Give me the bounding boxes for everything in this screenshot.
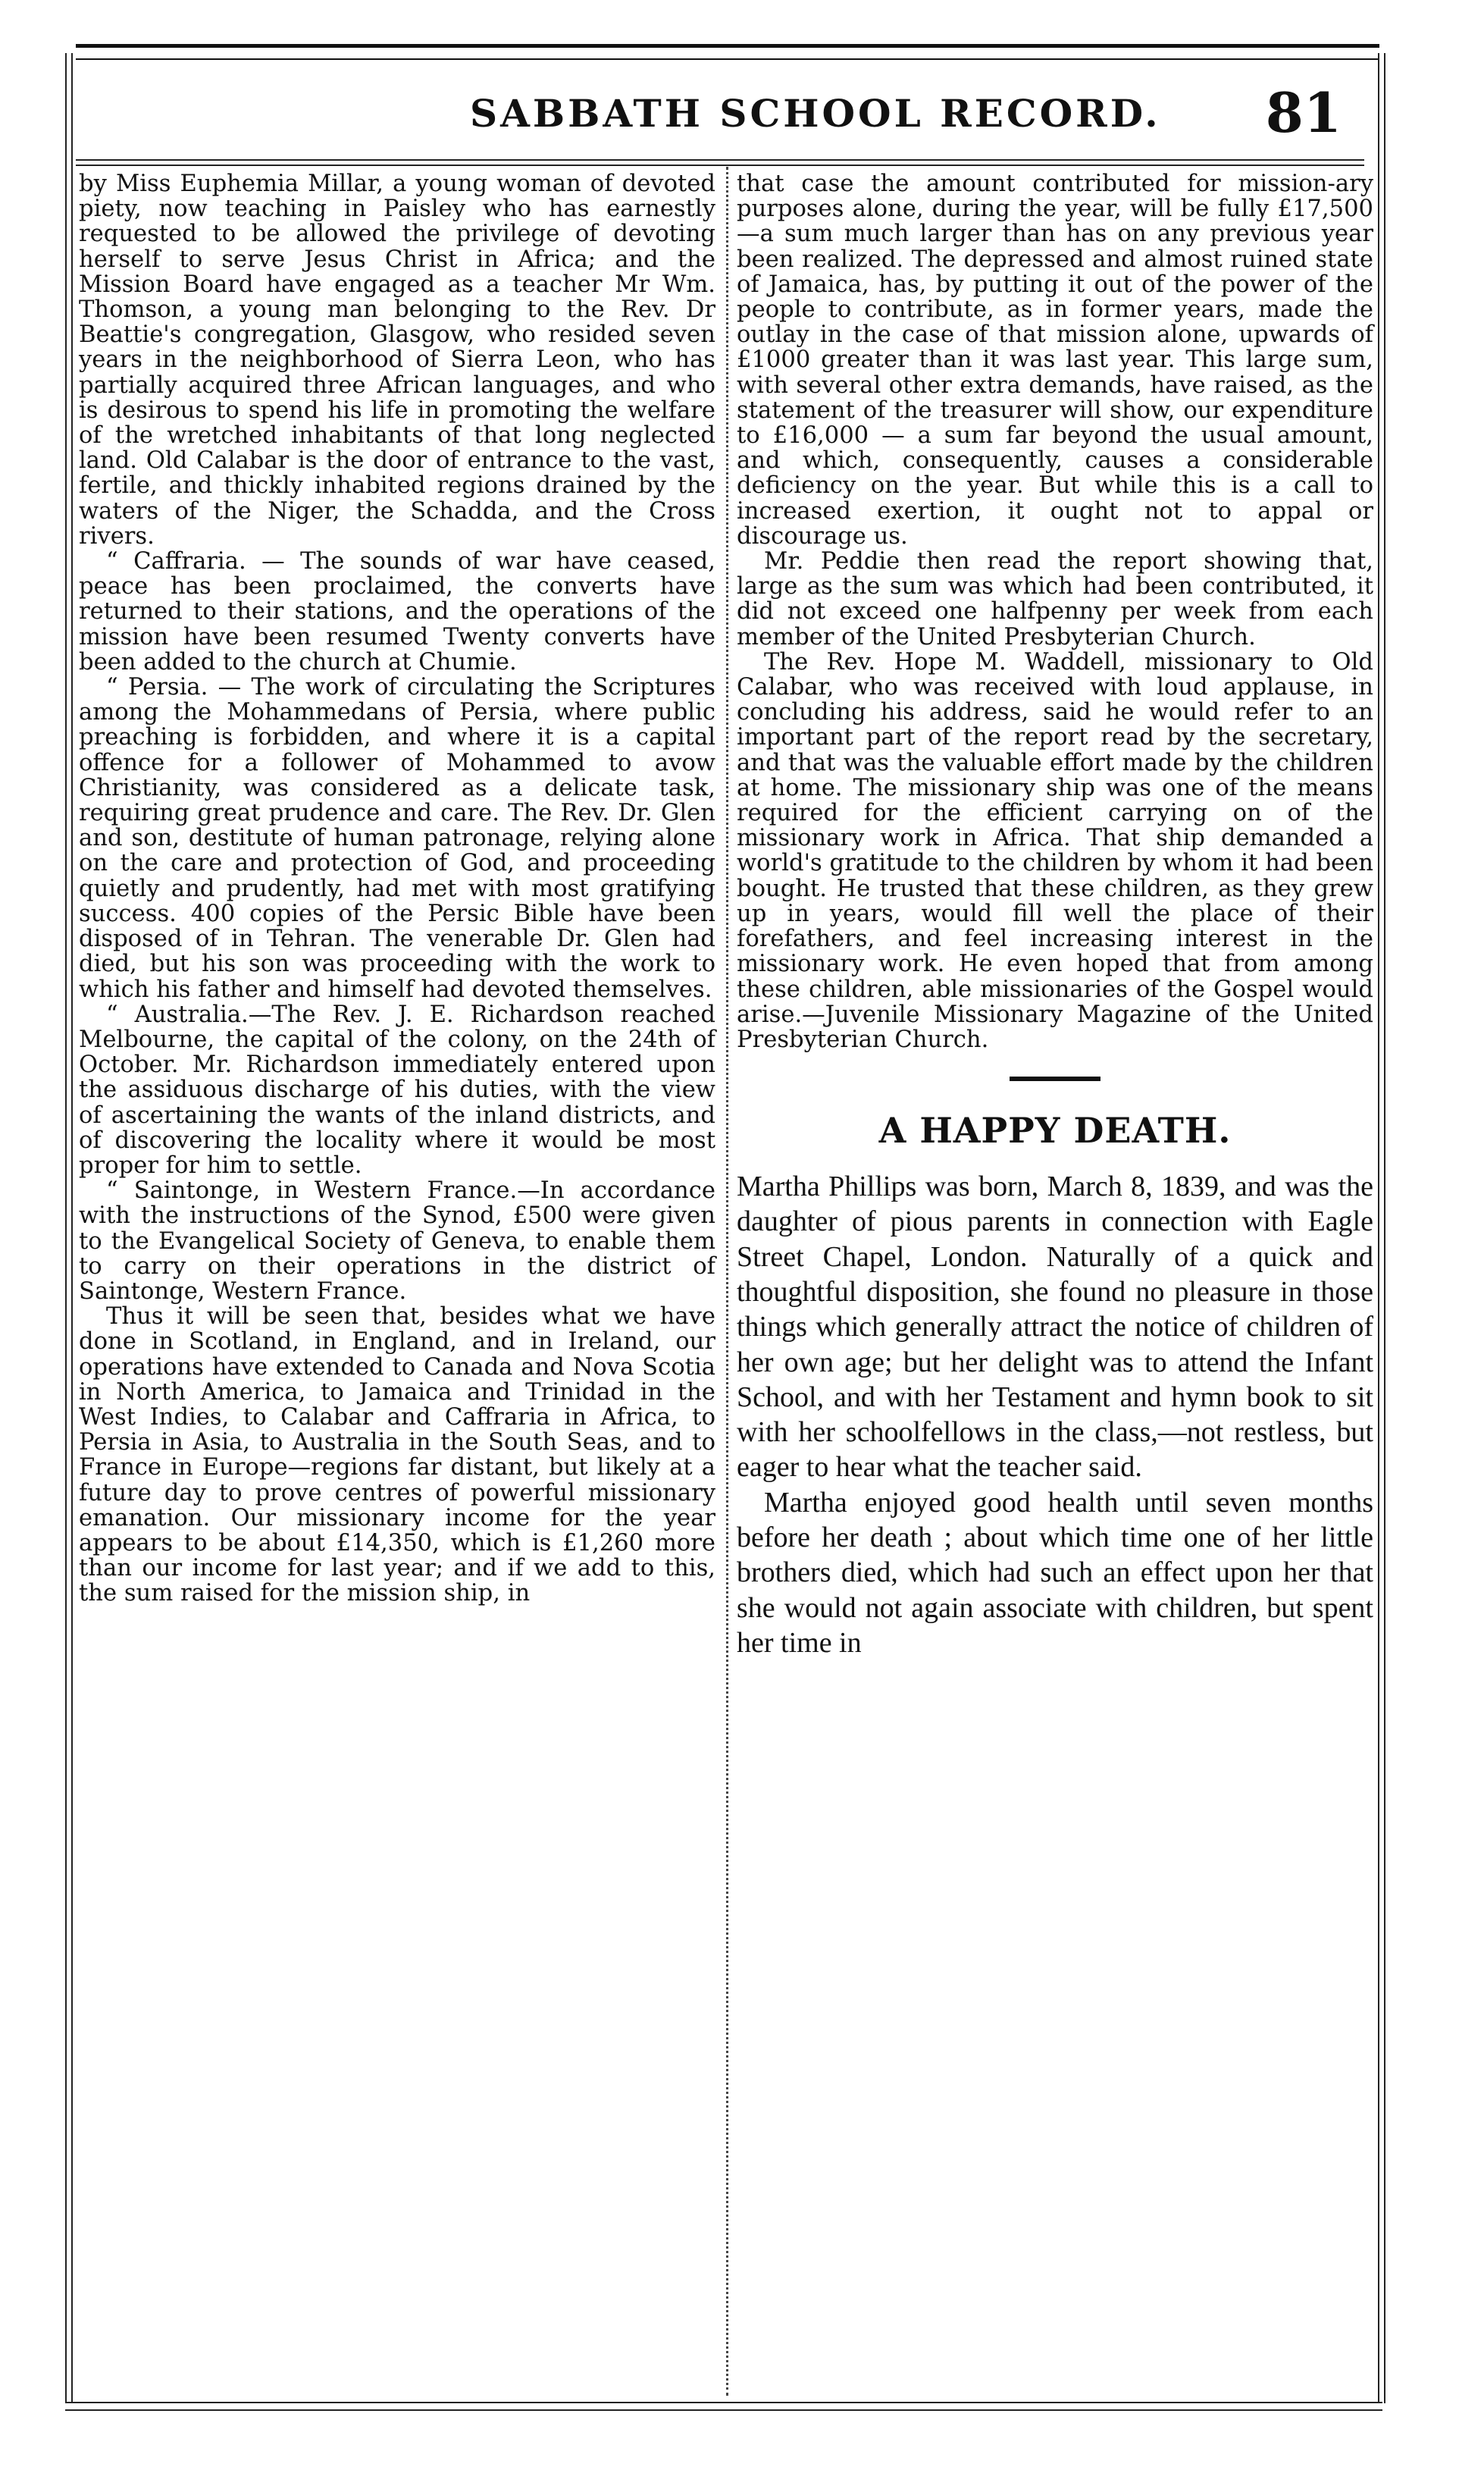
paragraph: “ Caffraria. — The sounds of war have ceased, peace has been proclaimed, the converts have returned to their stations, and the operations of the mission have been resumed Twenty converts have been added to the church at Chumie. — [79, 548, 715, 675]
article-title: A HAPPY DEATH. — [878, 1110, 1232, 1152]
paragraph: “ Saintonge, in Western France.—In accordance with the instructions of the Synod, £500 were given to the Evangelical Society of Geneva, to enable them to carry on their operations in the district of Saintonge, Western France. — [79, 1177, 715, 1305]
paragraph: “ Australia.—The Rev. J. E. Richardson reached Melbourne, the capital of the colony, on the 24th of October. Mr. Richardson immediately entered upon the assiduous discharge of his duties, with the view of ascertaining the wants of the inland districts, and of discovering the locality where it would be most proper for him to settle. — [79, 1001, 715, 1179]
page-number: 81 — [1265, 80, 1342, 145]
section-separator — [1010, 1077, 1100, 1081]
top-border-rule — [76, 44, 1379, 60]
right-column — [737, 171, 1373, 1660]
paragraph: Mr. Peddie then read the report showing that, large as the sum was which had been contributed, it did not exceed one halfpenny per week from each member of the United Presbyterian Church. — [737, 548, 1373, 650]
header-rule — [76, 159, 1364, 166]
article-paragraph: Martha enjoyed good health until seven months before her death ; about which time one of her little brothers died, which had such an effect upon her that she would not again associate with children, but spent her time in — [737, 1486, 1373, 1659]
paragraph: The Rev. Hope M. Waddell, missionary to Old Calabar, who was received with loud applause, in concluding his address, said he would refer to an important part of the report read by the secretary, and that was the valuable effort made by the children at home. The missionary ship was one of the means required for the efficient carrying on of the missionary work in Africa. That ship demanded a world's gratitude to the children by whom it had been bought. He trusted that these children, as they grew up in years, would fill well the place of their forefathers, and feel increasing interest in the missionary work. He even hoped that from among these children, able missionaries of the Gospel would arise.—Juvenile Missionary Magazine of the United Presbyterian Church. — [737, 648, 1373, 1053]
column-divider — [726, 167, 728, 2396]
paragraph: that case the amount contributed for mission-ary purposes alone, during the year, will be fully £17,500—a sum much larger than has on any previous year been realized. The depressed and almost ruined state of Jamaica, has, by putting it out of the power of the people to contribute, as in former years, made the outlay in the case of that mission alone, upwards of £1000 greater than it was last year. This large sum, with several other extra demands, have raised, as the statement of the treasurer will show, our expenditure to £16,000 — a sum far beyond the usual amount, and which, consequently, causes a considerable deficiency on the year. But while this is a call to increased exertion, it ought not to appal or discourage us. — [737, 171, 1373, 550]
paragraph: Thus it will be seen that, besides what we have done in Scotland, in England, and in Ireland, our operations have extended to Canada and Nova Scotia in North America, to Jamaica and Trinidad in the West Indies, to Calabar and Caffraria in Africa, to Persia in Asia, to Australia in the South Seas, and to France in Europe—regions far distant, but likely at a future day to prove centres of powerful missionary emanation. Our missionary income for the year appears to be about £14,350, which is £1,260 more than our income for last year; and if we add to this, the sum raised for the mission ship, in — [79, 1303, 715, 1607]
left-column — [79, 171, 715, 1606]
paragraph: “ Persia. — The work of circulating the Scriptures among the Mohammedans of Persia, where public preaching is forbidden, and where it is a capital offence for a follower of Mohammed to avow Christianity, was considered as a delicate task, requiring great prudence and care. The Rev. Dr. Glen and son, destitute of human patronage, relying alone on the care and protection of God, and proceeding quietly and prudently, had met with most gratifying success. 400 copies of the Persic Bible have been disposed of in Tehran. The venerable Dr. Glen had died, but his son was proceeding with the work to which his father and himself had devoted themselves. — [79, 674, 715, 1003]
running-title: SABBATH SCHOOL RECORD. — [470, 91, 1161, 136]
bottom-border-rule — [65, 2402, 1382, 2411]
paragraph: by Miss Euphemia Millar, a young woman of devoted piety, now teaching in Paisley who has earnestly requested to be allowed the privilege of devoting herself to serve Jesus Christ in Africa; and the Mission Board have engaged as a teacher Mr Wm. Thomson, a young man belonging to the Rev. Dr Beattie's congregation, Glasgow, who resided seven years in the neighborhood of Sierra Leon, who has partially acquired three African languages, and who is desirous to spend his life in promoting the welfare of the wretched inhabitants of that long neglected land. Old Calabar is the door of entrance to the vast, fertile, and thickly inhabited regions drained by the waters of the Niger, the Schadda, and the Cross rivers. — [79, 171, 715, 550]
right-border-rule — [1378, 53, 1385, 2403]
left-border-rule — [65, 53, 73, 2403]
page-header — [76, 76, 1364, 159]
article-paragraph: Martha Phillips was born, March 8, 1839, and was the daughter of pious parents in connection with Eagle Street Chapel, London. Naturally of a quick and thoughtful disposition, she found no pleasure in those things which generally attract the notice of children of her own age; but her delight was to attend the Infant School, and with her Testament and hymn book to sit with her schoolfellows in the class,—not restless, but eager to hear what the teacher said. — [737, 1171, 1373, 1484]
